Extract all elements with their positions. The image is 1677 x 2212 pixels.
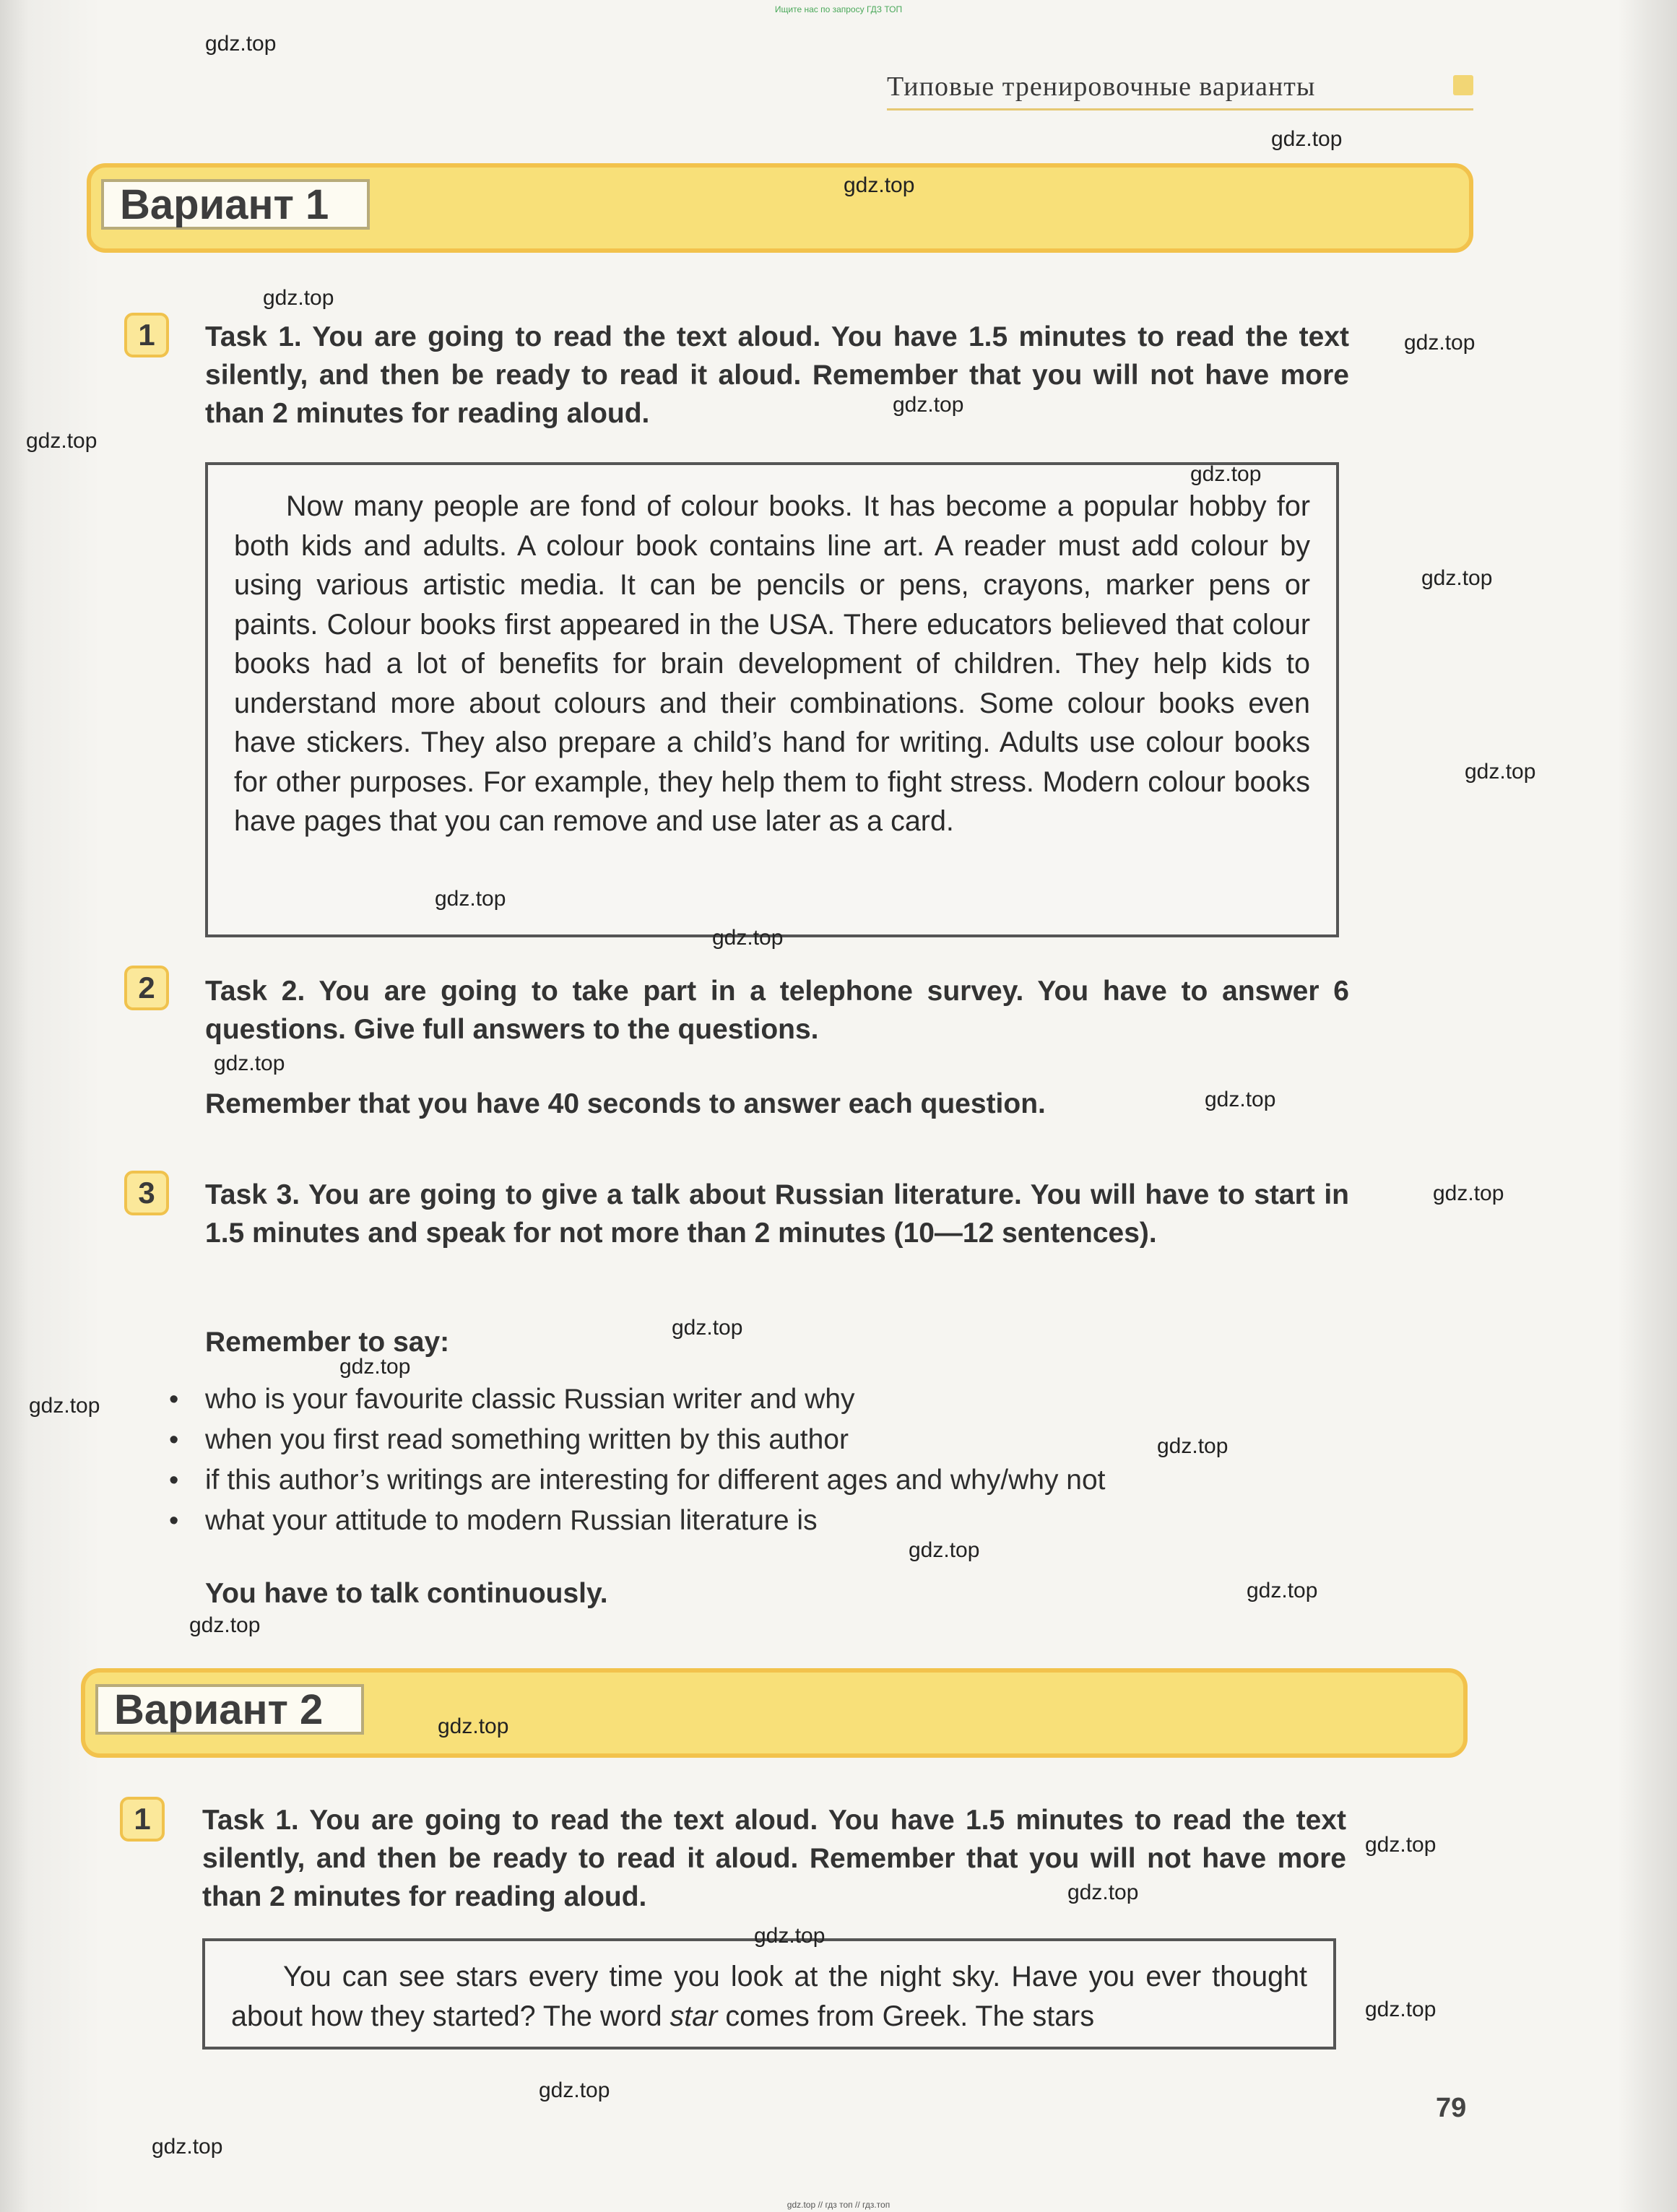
top-note: Ищите нас по запросу ГДЗ ТОП — [774, 4, 903, 14]
watermark: gdz.top — [263, 286, 334, 310]
page-number: 79 — [1436, 2093, 1467, 2123]
v1-task-2-remember: Remember that you have 40 seconds to answer each question. — [205, 1088, 1046, 1119]
v1-task-3-point: • when you first read something written by this author — [166, 1420, 1106, 1460]
watermark: gdz.top — [1421, 566, 1493, 590]
page-header-title: Типовые тренировочные варианты — [887, 71, 1316, 102]
watermark: gdz.top — [1404, 331, 1476, 355]
variant-1-band — [87, 163, 1473, 253]
watermark: gdz.top — [1271, 127, 1343, 151]
watermark: gdz.top — [1205, 1088, 1276, 1111]
watermark: gdz.top — [214, 1051, 285, 1075]
watermark: gdz.top — [438, 1714, 509, 1738]
watermark: gdz.top — [29, 1394, 100, 1418]
watermark: gdz.top — [1190, 462, 1262, 486]
v1-task-3-points — [166, 1379, 1106, 1541]
v1-task-1-passage: Now many people are fond of colour books. It has become a popular hobby for both kids and adults. A colour book contains line art. A reader must add colour by using various artistic media. It can be pencils or pens, crayons, marker pens or paints. Colour books first appeared in the USA. There educators believed that colour books had a lot of benefits for brain development of children. They help kids to understand more about colours and their combinations. Some colour books even have stickers. They also prepare a child’s hand for writing. Adults use colour books for other purposes. For example, they help them to fight stress. Modern colour books have pages that you can remove and use later as a card. — [234, 490, 1310, 837]
watermark: gdz.top — [1247, 1579, 1318, 1602]
v1-task-3-point: • if this author’s writings are interesting for different ages and why/why not — [166, 1460, 1106, 1501]
v2-passage-italic-word: star — [670, 2000, 718, 2032]
v1-task-1-number: 1 — [124, 313, 169, 357]
variant-2-label: Вариант 2 — [95, 1684, 364, 1735]
watermark: gdz.top — [909, 1538, 980, 1562]
watermark: gdz.top — [712, 926, 784, 950]
v1-task-3-number: 3 — [124, 1171, 169, 1215]
watermark: gdz.top — [754, 1924, 826, 1948]
watermark: gdz.top — [672, 1316, 743, 1340]
watermark: gdz.top — [1365, 1998, 1436, 2021]
v2-task-1-instruction: Task 1. You are going to read the text aloud. You have 1.5 minutes to read the text silently, and then be ready to read it aloud. Remember that you will not have more than 2 minutes for reading aloud. — [202, 1805, 1346, 1912]
v1-task-1-instruction: Task 1. You are going to read the text aloud. You have 1.5 minutes to read the text silently, and then be ready to read it aloud. Remember that you will not have more than 2 minutes for reading aloud. — [205, 321, 1349, 429]
watermark: gdz.top — [1433, 1181, 1504, 1205]
v1-task-3-remember-to-say: Remember to say: — [205, 1327, 450, 1358]
variant-1-label: Вариант 1 — [101, 179, 370, 230]
v1-task-1-passage-box — [205, 462, 1339, 937]
v1-task-2-number: 2 — [124, 966, 169, 1010]
watermark: gdz.top — [339, 1355, 411, 1379]
v2-task-1-passage-box — [202, 1938, 1336, 2050]
watermark: gdz.top — [205, 32, 277, 56]
watermark: gdz.top — [539, 2078, 610, 2102]
v2-passage-start: You can see stars every time you look at the night sky. Have you ever thought about how they started? The word — [231, 1961, 1307, 2032]
watermark: gdz.top — [1465, 760, 1536, 784]
watermark: gdz.top — [844, 173, 915, 197]
watermark: gdz.top — [1067, 1881, 1139, 1904]
watermark: gdz.top — [1157, 1434, 1228, 1458]
watermark: gdz.top — [893, 393, 964, 417]
v1-task-2-instruction: Task 2. You are going to take part in a telephone survey. You have to answer 6 questions. Give full answers to the questions. — [205, 976, 1349, 1045]
watermark: gdz.top — [1365, 1833, 1436, 1857]
watermark: gdz.top — [152, 2135, 223, 2159]
header-rule — [887, 108, 1473, 110]
v1-task-3-closing: You have to talk continuously. — [205, 1578, 608, 1609]
header-marker — [1453, 75, 1473, 95]
v1-task-3-point: • what your attitude to modern Russian literature is — [166, 1501, 1106, 1541]
watermark: gdz.top — [435, 887, 506, 911]
v2-task-1-number: 1 — [120, 1797, 165, 1842]
v2-task-1-passage — [231, 1957, 1307, 2036]
watermark: gdz.top — [189, 1613, 261, 1637]
v1-task-3-instruction: Task 3. You are going to give a talk about Russian literature. You will have to start in 1.5 minutes and speak for not more than 2 minutes (10—12 sentences). — [205, 1179, 1349, 1249]
v2-passage-end: comes from Greek. The stars — [717, 2000, 1095, 2032]
variant-2-band — [81, 1668, 1468, 1758]
watermark: gdz.top — [26, 429, 98, 453]
bottom-note: gdz.top // гдз топ // гдз.топ — [786, 2200, 890, 2210]
v1-task-3-point: • who is your favourite classic Russian writer and why — [166, 1379, 1106, 1420]
